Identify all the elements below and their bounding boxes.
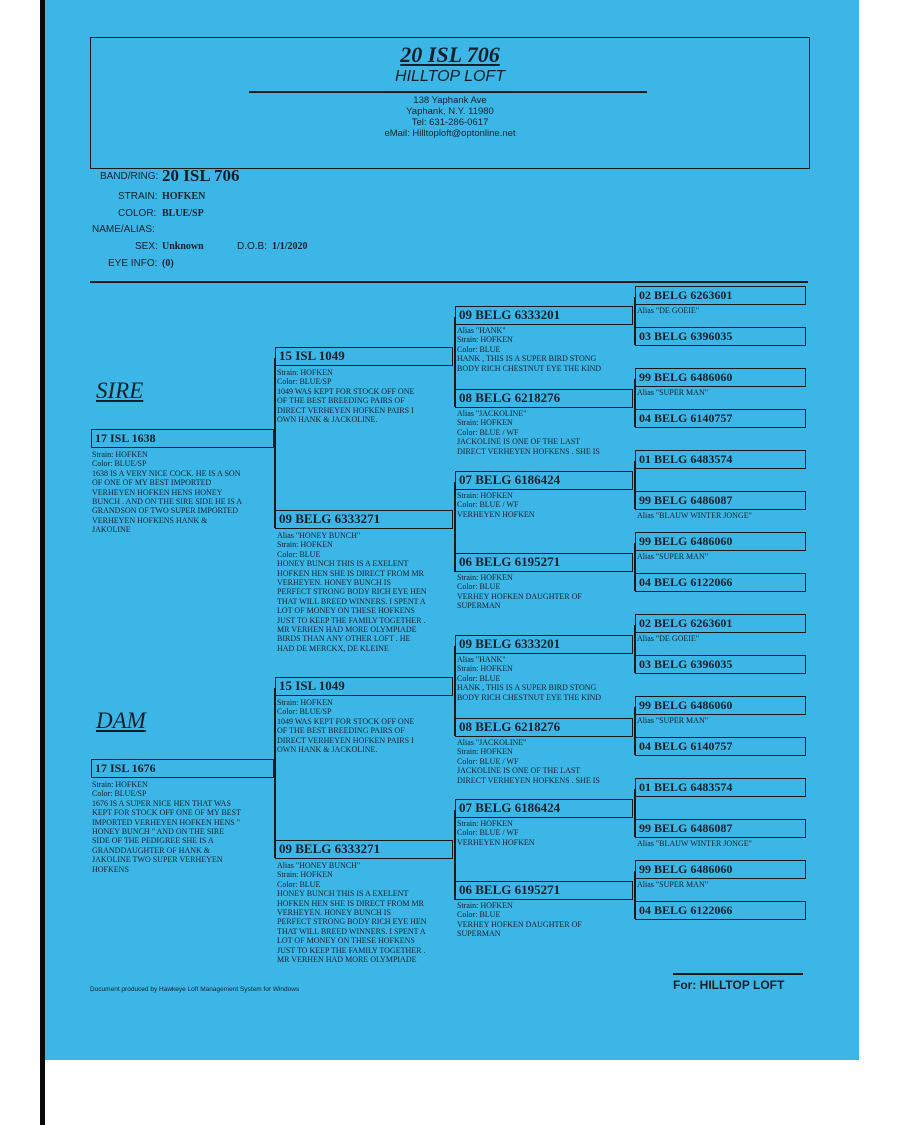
connector-line-2 [274, 688, 276, 858]
gen4-alias-3: Alias "SUPER MAN" [637, 388, 708, 397]
gen4-band-12: 04 BELG 6140757 [635, 737, 806, 756]
gen3-info-7: Strain: HOFKEN Color: BLUE / WF VERHEYEN HOFKEN [457, 819, 535, 847]
gen1-sire-band: 17 ISL 1638 [91, 429, 274, 448]
gen2-info-1: Strain: HOFKEN Color: BLUE/SP 1049 WAS KEPT FOR STOCK OFF ONE OF THE BEST BREEDING PAIRS OF DIRECT VERHEYEN HOFKEN PAIRS I OWN HANK & JACKOLINE. [277, 368, 415, 425]
gen4-alias-9: Alias "DE GOEIE" [637, 634, 700, 643]
connector-line-10 [634, 543, 636, 591]
sex-label: SEX: [135, 241, 158, 252]
gen3-info-4: Strain: HOFKEN Color: BLUE VERHEY HOFKEN DAUGHTER OF SUPERMAN [457, 573, 582, 611]
name-alias-label: NAME/ALIAS: [92, 224, 155, 235]
connector-line-11 [634, 625, 636, 673]
header-telephone: Tel: 631-286-0617 [411, 117, 489, 128]
gen3-info-5: Alias "HANK" Strain: HOFKEN Color: BLUE HANK , THIS IS A SUPER BIRD STONG BODY RICH CHESTNUT EYE THE KIND [457, 655, 602, 702]
header-band-number: 20 ISL 706 [400, 42, 500, 67]
strain-label: STRAIN: [118, 191, 158, 202]
gen1-dam-info: Strain: HOFKEN Color: BLUE/SP 1676 IS A SUPER NICE HEN THAT WAS KEPT FOR STOCK OFF ONE OF MY BEST IMPORTED VERHEYEN HOFKEN HENS " HONEY BUNCH " AND ON THE SIRE SIDE OF THE PEDIGREE SHE IS A GRANDDAUGHTER OF HANK & JAKOLINE TWO SUPER VERHEYEN HOFKENS [92, 780, 241, 874]
connector-line-4 [454, 482, 456, 572]
gen3-band-4: 06 BELG 6195271 [455, 553, 633, 572]
gen1-dam-band: 17 ISL 1676 [91, 759, 274, 778]
connector-line-14 [634, 871, 636, 919]
footer-rule [673, 973, 803, 975]
gen4-alias-1: Alias "DE GOEIE" [637, 306, 700, 315]
gen3-info-2: Alias "JACKOLINE" Strain: HOFKEN Color: BLUE / WF JACKOLINE IS ONE OF THE LAST DIRECT VERHEYEN HOFKENS . SHE IS [457, 409, 600, 456]
color-label: COLOR: [118, 208, 157, 219]
gen4-band-14: 99 BELG 6486087 [635, 819, 806, 838]
header-address-line-1: 138 Yaphank Ave [413, 95, 487, 106]
gen4-alias-15: Alias "SUPER MAN" [637, 880, 708, 889]
gen4-band-15: 99 BELG 6486060 [635, 860, 806, 879]
connector-line-7 [634, 297, 636, 345]
gen3-info-3: Strain: HOFKEN Color: BLUE / WF VERHEYEN HOFKEN [457, 491, 535, 519]
gen4-band-6: 99 BELG 6486087 [635, 491, 806, 510]
eye-info-label: EYE INFO: [108, 258, 158, 269]
gen4-alias-14: Alias "BLAUW WINTER JONGE" [637, 839, 752, 848]
gen3-band-6: 08 BELG 6218276 [455, 718, 633, 737]
gen4-alias-11: Alias "SUPER MAN" [637, 716, 708, 725]
gen2-info-3: Strain: HOFKEN Color: BLUE/SP 1049 WAS KEPT FOR STOCK OFF ONE OF THE BEST BREEDING PAIRS OF DIRECT VERHEYEN HOFKEN PAIRS I OWN HANK & JACKOLINE. [277, 698, 415, 755]
connector-line-9 [634, 461, 636, 509]
gen4-band-1: 02 BELG 6263601 [635, 286, 806, 305]
connector-line-1 [274, 358, 276, 528]
sex-value: Unknown [162, 241, 204, 252]
gen4-band-13: 01 BELG 6483574 [635, 778, 806, 797]
eye-info-value: (0) [162, 258, 174, 269]
scan-edge [40, 0, 45, 1125]
gen3-band-8: 06 BELG 6195271 [455, 881, 633, 900]
gen4-band-3: 99 BELG 6486060 [635, 368, 806, 387]
gen4-alias-6: Alias "BLAUW WINTER JONGE" [637, 511, 752, 520]
dam-heading: DAM [96, 708, 146, 733]
gen2-band-3: 15 ISL 1049 [275, 677, 453, 696]
sire-heading: SIRE [96, 378, 144, 403]
gen4-band-4: 04 BELG 6140757 [635, 409, 806, 428]
gen4-band-10: 03 BELG 6396035 [635, 655, 806, 674]
connector-line-8 [634, 379, 636, 427]
band-value: 20 ISL 706 [162, 166, 240, 185]
details-divider [90, 281, 808, 283]
gen4-band-8: 04 BELG 6122066 [635, 573, 806, 592]
gen3-band-5: 09 BELG 6333201 [455, 635, 633, 654]
gen3-info-6: Alias "JACKOLINE" Strain: HOFKEN Color: BLUE / WF JACKOLINE IS ONE OF THE LAST DIRECT VERHEYEN HOFKENS . SHE IS [457, 738, 600, 785]
gen4-band-5: 01 BELG 6483574 [635, 450, 806, 469]
band-label: BAND/RING: [100, 171, 159, 182]
gen4-band-16: 04 BELG 6122066 [635, 901, 806, 920]
header-email: eMail: Hilltoploft@optonline.net [384, 128, 516, 139]
gen2-band-2: 09 BELG 6333271 [275, 510, 453, 529]
header-box [90, 37, 810, 169]
dob-label: D.O.B: [237, 241, 268, 252]
gen4-band-2: 03 BELG 6396035 [635, 327, 806, 346]
color-value: BLUE/SP [162, 208, 204, 219]
strain-value: HOFKEN [162, 191, 206, 202]
gen3-band-2: 08 BELG 6218276 [455, 389, 633, 408]
connector-line-13 [634, 789, 636, 837]
header-rule [249, 91, 647, 93]
connector-line-5 [454, 646, 456, 736]
gen2-band-1: 15 ISL 1049 [275, 347, 453, 366]
gen4-band-9: 02 BELG 6263601 [635, 614, 806, 633]
gen1-sire-info: Strain: HOFKEN Color: BLUE/SP 1638 IS A VERY NICE COCK. HE IS A SON OF ONE OF MY BEST IMPORTED VERHEYEN HOFKEN HENS HONEY BUNCH . AND ON THE SIRE SIDE HE IS A GRANDSON OF TWO SUPER IMPORTED VERHEYEN HOFKENS HANK & JAKOLINE [92, 450, 243, 535]
gen3-band-3: 07 BELG 6186424 [455, 471, 633, 490]
gen2-band-4: 09 BELG 6333271 [275, 840, 453, 859]
connector-line-12 [634, 707, 636, 755]
gen4-band-7: 99 BELG 6486060 [635, 532, 806, 551]
gen3-band-7: 07 BELG 6186424 [455, 799, 633, 818]
dob-value: 1/1/2020 [272, 241, 308, 252]
connector-line-6 [454, 810, 456, 900]
header-address-line-2: Yaphank, N.Y. 11980 [406, 106, 494, 117]
gen4-alias-7: Alias "SUPER MAN" [637, 552, 708, 561]
header-loft-name: HILLTOP LOFT [395, 68, 505, 85]
gen2-info-2: Alias "HONEY BUNCH" Strain: HOFKEN Color: BLUE HONEY BUNCH THIS IS A EXELENT HOFKEN HEN SHE IS DIRECT FROM MR VERHEYEN. HONEY BUNCH IS PERFECT STRONG BODY RICH EYE HEN THAT WILL BREED WINNERS. I SPENT A LOT OF MONEY ON THESE HOFKENS JUST TO KEEP THE FAMILY TOGETHER . MR VERHEN HAD MORE OLYMPIADE BIRDS THAN ANY OTHER LOFT . HE HAD DE MERCKX, DE KLEINE [277, 531, 427, 653]
footer-for-loft: For: HILLTOP LOFT [673, 978, 785, 992]
footer-produced-by: Document produced by Hawkeye Loft Management System for Windows [90, 986, 300, 993]
gen3-info-8: Strain: HOFKEN Color: BLUE VERHEY HOFKEN DAUGHTER OF SUPERMAN [457, 901, 582, 939]
connector-line-3 [454, 317, 456, 407]
gen2-info-4: Alias "HONEY BUNCH" Strain: HOFKEN Color: BLUE HONEY BUNCH THIS IS A EXELENT HOFKEN HEN SHE IS DIRECT FROM MR VERHEYEN. HONEY BUNCH IS PERFECT STRONG BODY RICH EYE HEN THAT WILL BREED WINNERS. I SPENT A LOT OF MONEY ON THESE HOFKENS JUST TO KEEP THE FAMILY TOGETHER . MR VERHEN HAD MORE OLYMPIADE [277, 861, 427, 965]
gen4-band-11: 99 BELG 6486060 [635, 696, 806, 715]
gen3-info-1: Alias "HANK" Strain: HOFKEN Color: BLUE HANK , THIS IS A SUPER BIRD STONG BODY RICH CHESTNUT EYE THE KIND [457, 326, 602, 373]
gen3-band-1: 09 BELG 6333201 [455, 306, 633, 325]
